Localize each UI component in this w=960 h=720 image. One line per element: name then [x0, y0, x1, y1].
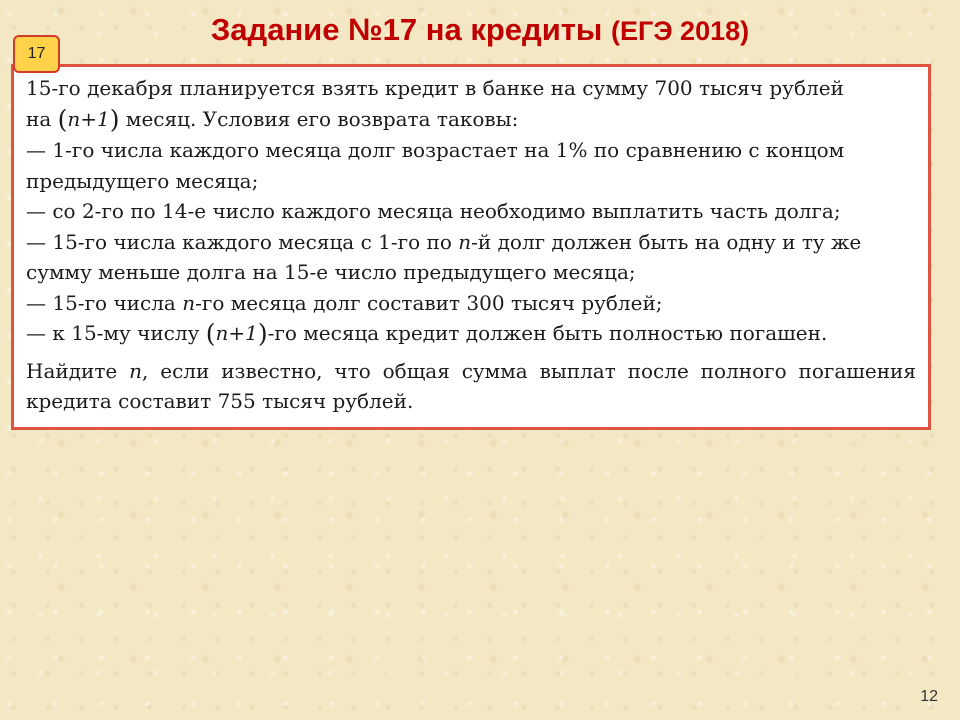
question-text-pre: Найдите	[26, 358, 130, 383]
problem-intro-line-2	[26, 104, 916, 136]
problem-statement-box	[11, 64, 931, 430]
n-variable: n	[458, 229, 472, 254]
condition-4-text-post: -го месяца долг составит 300 тысяч рублей;	[195, 290, 663, 315]
left-paren: (	[57, 104, 68, 134]
page-number: 12	[920, 688, 938, 705]
problem-question	[26, 356, 916, 417]
intro-text-post: месяц. Условия его возврата таковы:	[119, 106, 519, 131]
n-variable: n	[129, 358, 143, 383]
condition-5-text-post: -го месяца кредит должен быть полностью погашен.	[267, 321, 828, 345]
condition-3-text-pre: — 15-го числа каждого месяца с 1-го по	[26, 229, 459, 254]
slide-title	[0, 6, 960, 54]
right-paren: )	[109, 104, 120, 134]
task-number-badge: 17	[13, 35, 60, 73]
slide-title-year: (ЕГЭ 2018)	[611, 16, 750, 46]
condition-payment-window: — со 2-го по 14-е число каждого месяца необходимо выплатить часть долга;	[26, 199, 841, 223]
n-plus-one-expression: n+1	[215, 321, 258, 345]
left-paren: (	[205, 319, 216, 348]
problem-intro-line-1: 15-го декабря планируется взять кредит в банке на сумму 700 тысяч рублей	[26, 76, 844, 100]
condition-equal-decrease	[26, 227, 916, 288]
condition-3-text-post: -й долг должен быть на одну и ту же сумму меньше долга на 15-е число предыдущего месяца;	[26, 229, 862, 284]
right-paren: )	[257, 319, 268, 348]
condition-full-repayment	[26, 318, 916, 350]
condition-debt-300	[26, 288, 916, 319]
condition-4-text-pre: — 15-го числа	[26, 290, 183, 315]
slide-title-text: Задание №17 на кредиты	[210, 12, 603, 47]
condition-interest: — 1-го числа каждого месяца долг возрастает на 1% по сравнению с концом предыдущего месяца;	[26, 138, 845, 193]
n-variable: n	[182, 290, 196, 315]
condition-5-text-pre: — к 15-му числу	[26, 321, 206, 345]
n-plus-one-expression: n+1	[67, 106, 110, 131]
question-text-post: , если известно, что общая сумма выплат после полного погашения кредита составит 755 тысяч рублей.	[26, 358, 916, 413]
intro-text-pre: на	[26, 106, 58, 131]
